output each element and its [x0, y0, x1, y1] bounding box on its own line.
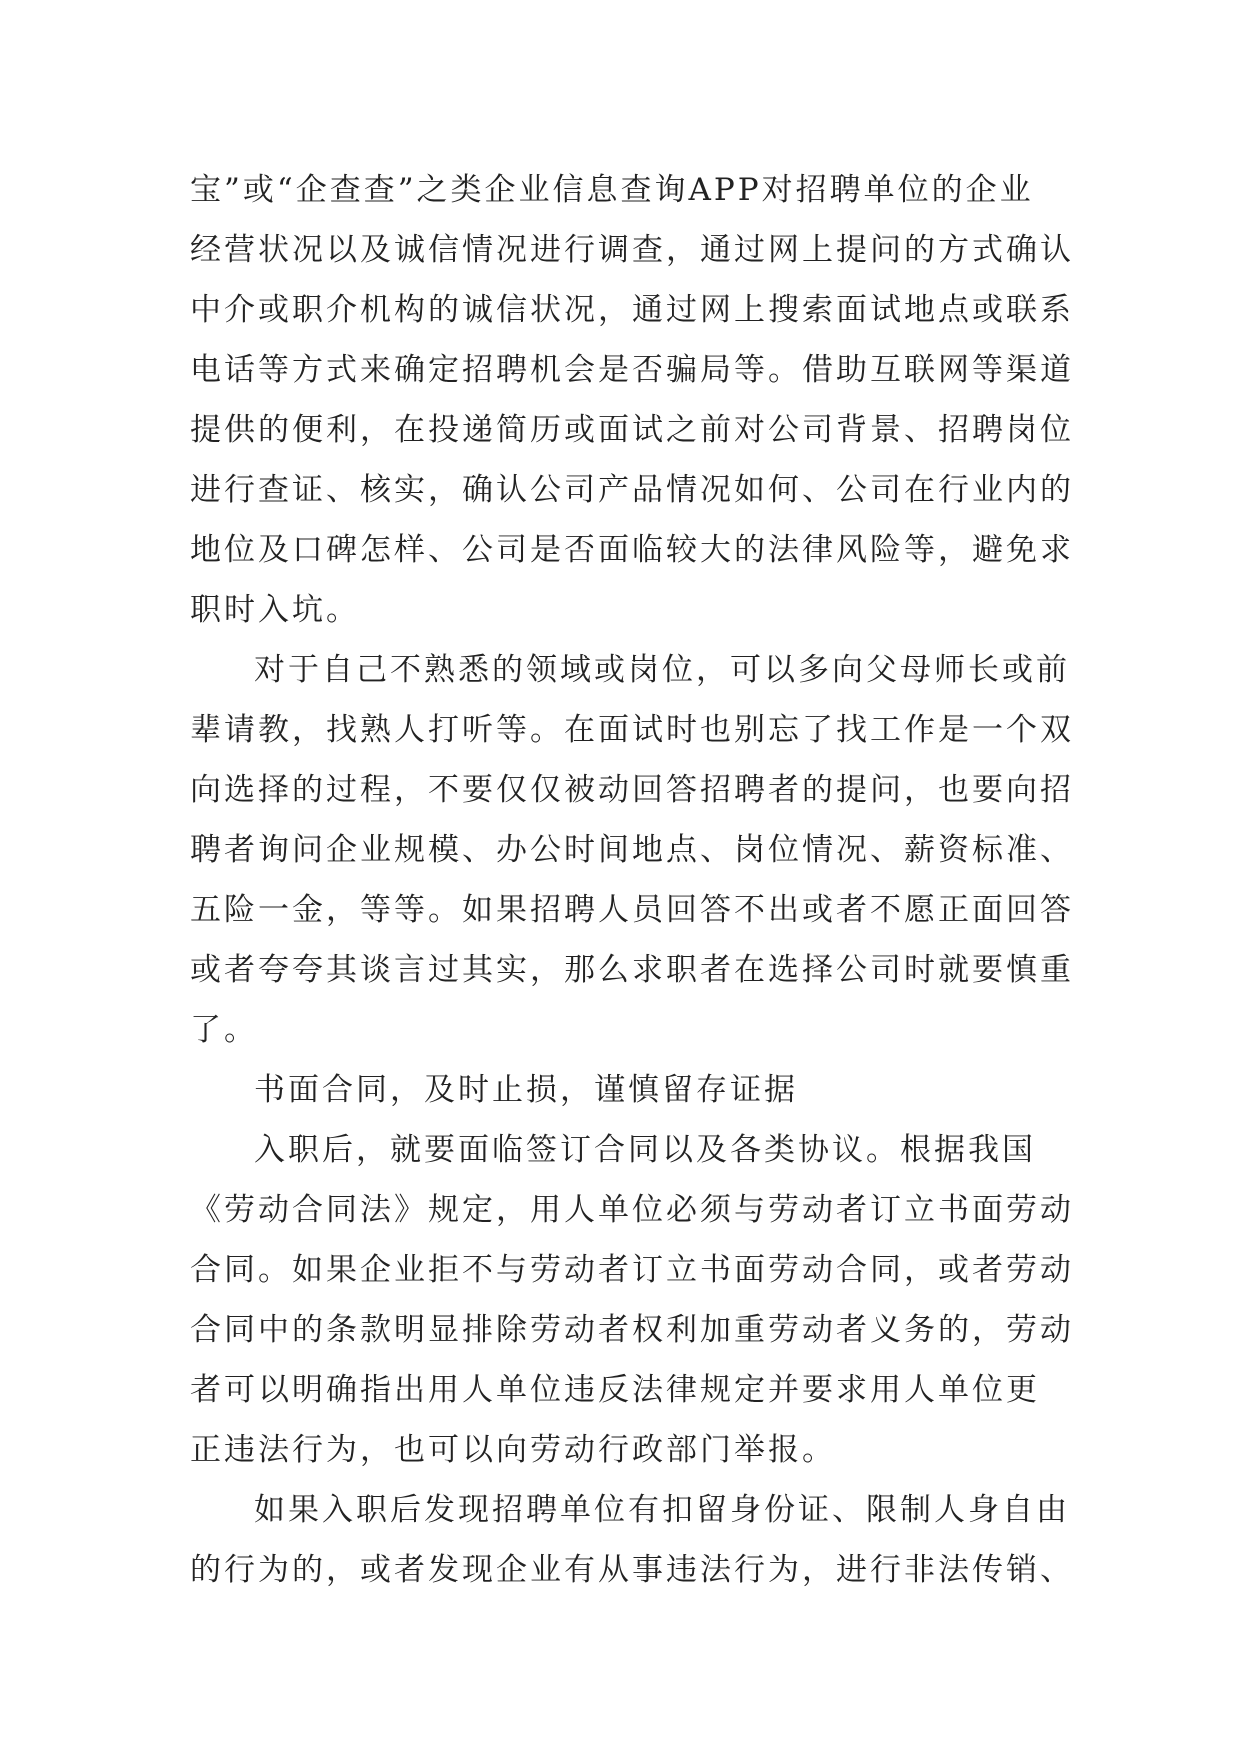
text-line: 合同中的条款明显排除劳动者权利加重劳动者义务的，劳动 — [190, 1312, 1074, 1348]
section-heading — [190, 1060, 1070, 1120]
text-line: 中介或职介机构的诚信状况，通过网上搜索面试地点或联系 — [190, 292, 1074, 328]
paragraph-consult — [190, 640, 1074, 1060]
text-line: 职时入坑。 — [190, 592, 360, 628]
text-line: 对于自己不熟悉的领域或岗位，可以多向父母师长或前 — [254, 652, 1070, 688]
text-line: 经营状况以及诚信情况进行调查，通过网上提问的方式确认 — [190, 232, 1074, 268]
text-line: 《劳动合同法》规定，用人单位必须与劳动者订立书面劳动 — [190, 1192, 1074, 1228]
text-line: 入职后，就要面临签订合同以及各类协议。根据我国 — [254, 1132, 1036, 1168]
text-line: 者可以明确指出用人单位违反法律规定并要求用人单位更 — [190, 1372, 1040, 1408]
paragraph-contract — [190, 1120, 1074, 1480]
text-line: 合同。如果企业拒不与劳动者订立书面劳动合同，或者劳动 — [190, 1252, 1074, 1288]
text-line: 如果入职后发现招聘单位有扣留身份证、限制人身自由 — [254, 1492, 1070, 1528]
text-line: 电话等方式来确定招聘机会是否骗局等。借助互联网等渠道 — [190, 352, 1074, 388]
paragraph-after-entry — [190, 1480, 1074, 1600]
text-line: 进行查证、核实，确认公司产品情况如何、公司在行业内的 — [190, 472, 1074, 508]
text-line: 了。 — [190, 1012, 258, 1048]
heading-line: 书面合同，及时止损，谨慎留存证据 — [254, 1072, 798, 1108]
document-body — [190, 160, 1074, 1600]
text-line: 辈请教，找熟人打听等。在面试时也别忘了找工作是一个双 — [190, 712, 1074, 748]
text-line: 正违法行为，也可以向劳动行政部门举报。 — [190, 1432, 836, 1468]
text-line: 提供的便利，在投递简历或面试之前对公司背景、招聘岗位 — [190, 412, 1074, 448]
text-line: 聘者询问企业规模、办公时间地点、岗位情况、薪资标准、 — [190, 832, 1074, 868]
text-line: 向选择的过程，不要仅仅被动回答招聘者的提问，也要向招 — [190, 772, 1074, 808]
text-line: 地位及口碑怎样、公司是否面临较大的法律风险等，避免求 — [190, 532, 1074, 568]
text-line: 宝”或“企查查”之类企业信息查询APP对招聘单位的企业 — [190, 172, 1034, 208]
paragraph-verification — [190, 160, 1074, 640]
text-line: 或者夸夸其谈言过其实，那么求职者在选择公司时就要慎重 — [190, 952, 1074, 988]
text-line: 的行为的，或者发现企业有从事违法行为，进行非法传销、 — [190, 1552, 1074, 1588]
text-line: 五险一金，等等。如果招聘人员回答不出或者不愿正面回答 — [190, 892, 1074, 928]
